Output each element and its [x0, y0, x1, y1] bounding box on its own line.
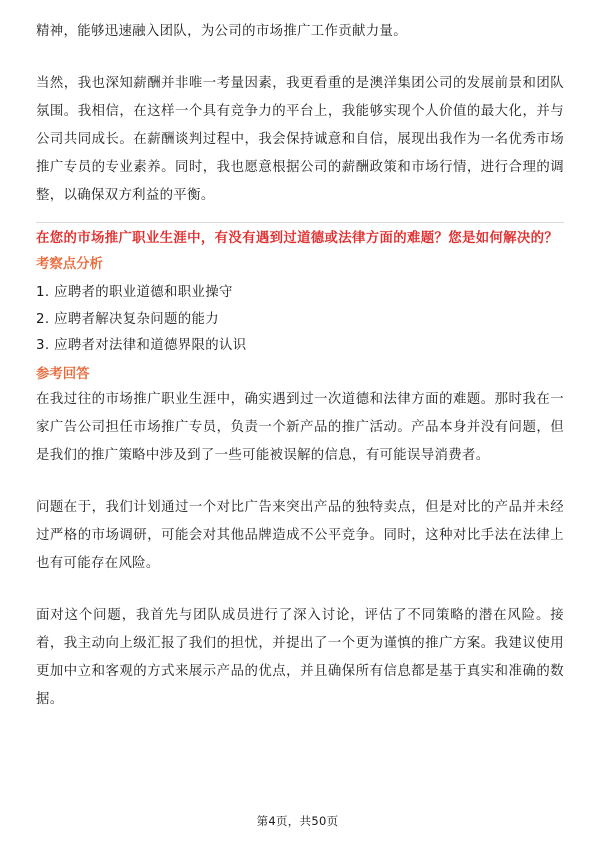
analysis-title: 考察点分析: [36, 257, 103, 272]
analysis-item: 2. 应聘者解决复杂问题的能力: [36, 311, 219, 327]
section-divider: [36, 222, 564, 223]
page-content: [36, 18, 564, 714]
analysis-item: 3. 应聘者对法律和道德界限的认识: [36, 338, 247, 353]
paragraph-salary: 当然，我也深知薪酬并非唯一考量因素，我更看重的是澳洋集团公司的发展前景和团队氛围。我相信，在这样一个具有竞争力的平台上，我能够实现个人价值的最大化，并与公司共同成长。在薪酬谈判过程中，我会保持诚意和自信，展现出我作为一名优秀市场推广专员的专业素养。同时，我也愿意根据公司的薪酬政策和市场行情，进行合理的调整，以确保双方利益的平衡。: [36, 76, 564, 203]
analysis-list: [36, 280, 564, 360]
page-number: 第4页，共50页: [256, 814, 339, 828]
paragraph-continuation: 精神，能够迅速融入团队，为公司的市场推广工作贡献力量。: [36, 24, 407, 39]
answer-paragraph: 在我过往的市场推广职业生涯中，确实遇到过一次道德和法律方面的难题。那时我在一家广告公司担任市场推广专员，负责一个新产品的推广活动。产品本身并没有问题，但是我们的推广策略中涉及到了一些可能被误解的信息，有可能误导消费者。: [36, 391, 564, 463]
interview-question: 在您的市场推广职业生涯中，有没有遇到过道德或法律方面的难题？您是如何解决的？: [36, 231, 559, 246]
answer-title: 参考回答: [36, 366, 90, 382]
answer-paragraph: 面对这个问题，我首先与团队成员进行了深入讨论，评估了不同策略的潜在风险。接着，我主动向上级汇报了我们的担忧，并提出了一个更为谨慎的推广方案。我建议使用更加中立和客观的方式来展示产品的优点，并且确保所有信息都是基于真实和准确的数据。: [36, 607, 564, 707]
analysis-item: 1. 应聘者的职业道德和职业操守: [36, 285, 233, 300]
answer-paragraph: 问题在于，我们计划通过一个对比广告来突出产品的独特卖点，但是对比的产品并未经过严格的市场调研，可能会对其他品牌造成不公平竞争。同时，这种对比手法在法律上也有可能存在风险。: [36, 499, 564, 571]
